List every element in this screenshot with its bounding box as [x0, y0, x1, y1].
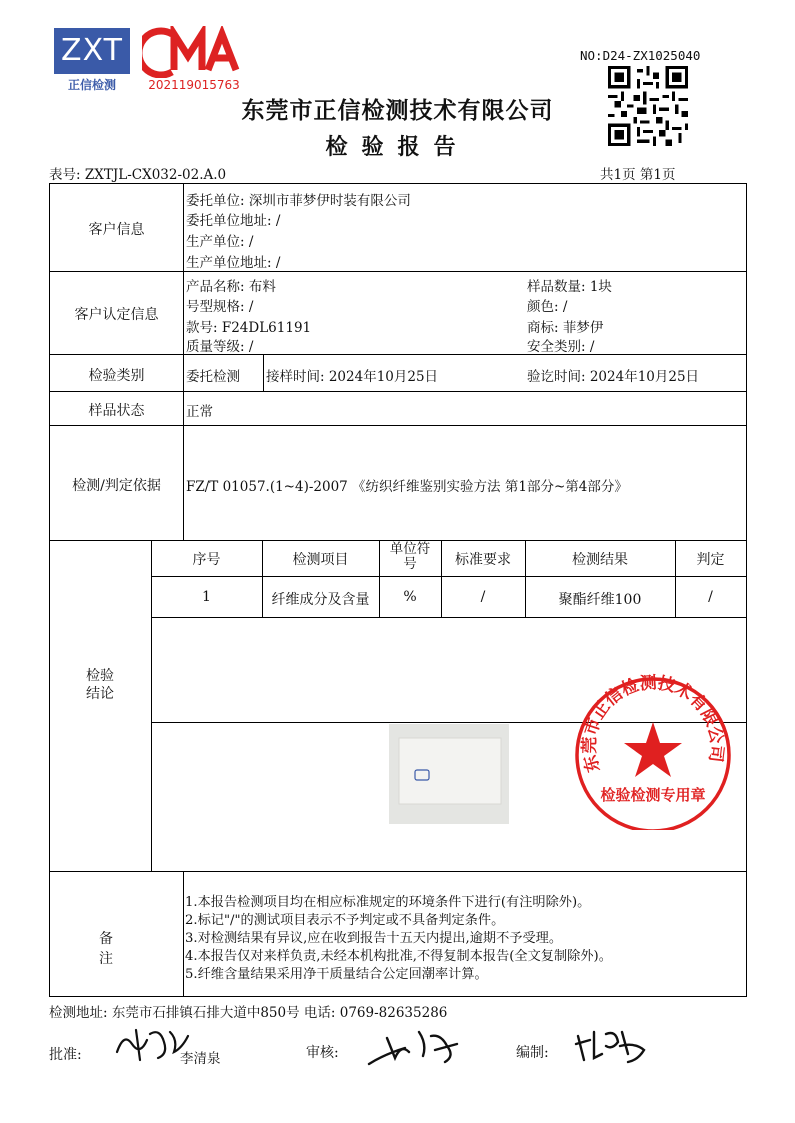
seal-inner-text: 检验检测专用章: [600, 786, 706, 804]
review-label: 审核:: [306, 1045, 339, 1061]
seal-outer-text: 东莞市正信检测技术有限公司: [579, 673, 727, 775]
page-info: 共1页 第1页: [600, 167, 676, 183]
product-line: 颜色: /: [527, 299, 568, 315]
inspection-type-label: 检验类别: [88, 368, 145, 384]
test-address: 检测地址: 东莞市石排镇石排大道中850号 电话: 0769-82635286: [49, 1005, 448, 1021]
table-cell: 纤维成分及含量: [271, 592, 370, 608]
cma-number: 202119015763: [148, 78, 240, 92]
sample-photo: [389, 724, 509, 824]
customer-info-label: 客户信息: [88, 222, 145, 238]
report-table: [49, 183, 747, 997]
col-header: 检测项目: [292, 552, 349, 568]
received-date: 接样时间: 2024年10月25日: [266, 369, 439, 385]
sample-state-label: 样品状态: [88, 403, 145, 419]
compile-label: 编制:: [516, 1045, 549, 1061]
remark-item: 2.标记"/"的测试项目表示不予判定或不具备判定条件。: [185, 913, 505, 928]
completed-date: 验讫时间: 2024年10月25日: [527, 369, 700, 385]
zxt-logo-text: ZXT: [54, 28, 130, 74]
compiler-signature: [572, 1024, 652, 1069]
company-name: 东莞市正信检测技术有限公司: [241, 97, 554, 124]
customer-line: 生产单位: /: [186, 234, 254, 250]
table-cell: /: [480, 589, 486, 605]
table-cell: %: [403, 589, 417, 605]
product-line: 质量等级: /: [186, 339, 254, 355]
col-header: 判定: [696, 552, 725, 568]
product-line: 安全类别: /: [527, 339, 595, 355]
product-line: 商标: 菲梦伊: [527, 320, 604, 336]
product-info-label: 客户认定信息: [74, 307, 159, 323]
product-line: 样品数量: 1块: [527, 279, 612, 295]
col-header: 序号: [192, 552, 221, 568]
zxt-logo: [54, 28, 130, 96]
table-cell: 1: [202, 589, 211, 605]
zxt-logo-sub: 正信检测: [67, 78, 116, 92]
table-cell: /: [708, 589, 713, 605]
table-cell: 聚酯纤维100: [558, 592, 642, 608]
basis-value: FZ/T 01057.(1~4)-2007 《纺织纤维鉴别实验方法 第1部分~第4部分》: [186, 479, 628, 495]
col-header: 检测结果: [572, 552, 628, 568]
basis-label: 检测/判定依据: [72, 478, 161, 494]
cma-logo: [142, 26, 246, 96]
inspection-type-value: 委托检测: [186, 369, 240, 385]
remark-item: 3.对检测结果有异议,应在收到报告十五天内提出,逾期不予受理。: [185, 931, 563, 946]
product-line: 号型规格: /: [186, 299, 254, 315]
customer-line: 委托单位: 深圳市菲梦伊时装有限公司: [186, 193, 411, 209]
customer-line: 委托单位地址: /: [186, 213, 281, 229]
product-line: 产品名称: 布料: [186, 279, 276, 295]
remark-item: 1.本报告检测项目均在相应标准规定的环境条件下进行(有注明除外)。: [185, 895, 591, 910]
reviewer-signature: [365, 1024, 465, 1069]
conclusion-label: 检验结论: [86, 668, 114, 702]
approver-name: 李清泉: [180, 1051, 221, 1067]
sample-state-value: 正常: [186, 404, 213, 420]
official-seal-icon: [572, 650, 734, 830]
approve-label: 批准:: [49, 1047, 82, 1063]
col-header: 单位符号: [389, 541, 431, 572]
remark-item: 5.纤维含量结果采用净干质量结合公定回潮率计算。: [185, 967, 488, 982]
report-number: NO:D24-ZX1025040: [580, 48, 701, 63]
report-title: 检验报告: [325, 134, 470, 160]
product-line: 款号: F24DL61191: [186, 320, 312, 336]
customer-line: 生产单位地址: /: [186, 255, 281, 271]
form-number: 表号: ZXTJL-CX032-02.A.0: [49, 167, 227, 183]
col-header: 标准要求: [455, 552, 511, 568]
remark-item: 4.本报告仅对来样负责,未经本机构批准,不得复制本报告(全文复制除外)。: [185, 949, 612, 964]
remarks-label: 备注: [99, 931, 141, 967]
